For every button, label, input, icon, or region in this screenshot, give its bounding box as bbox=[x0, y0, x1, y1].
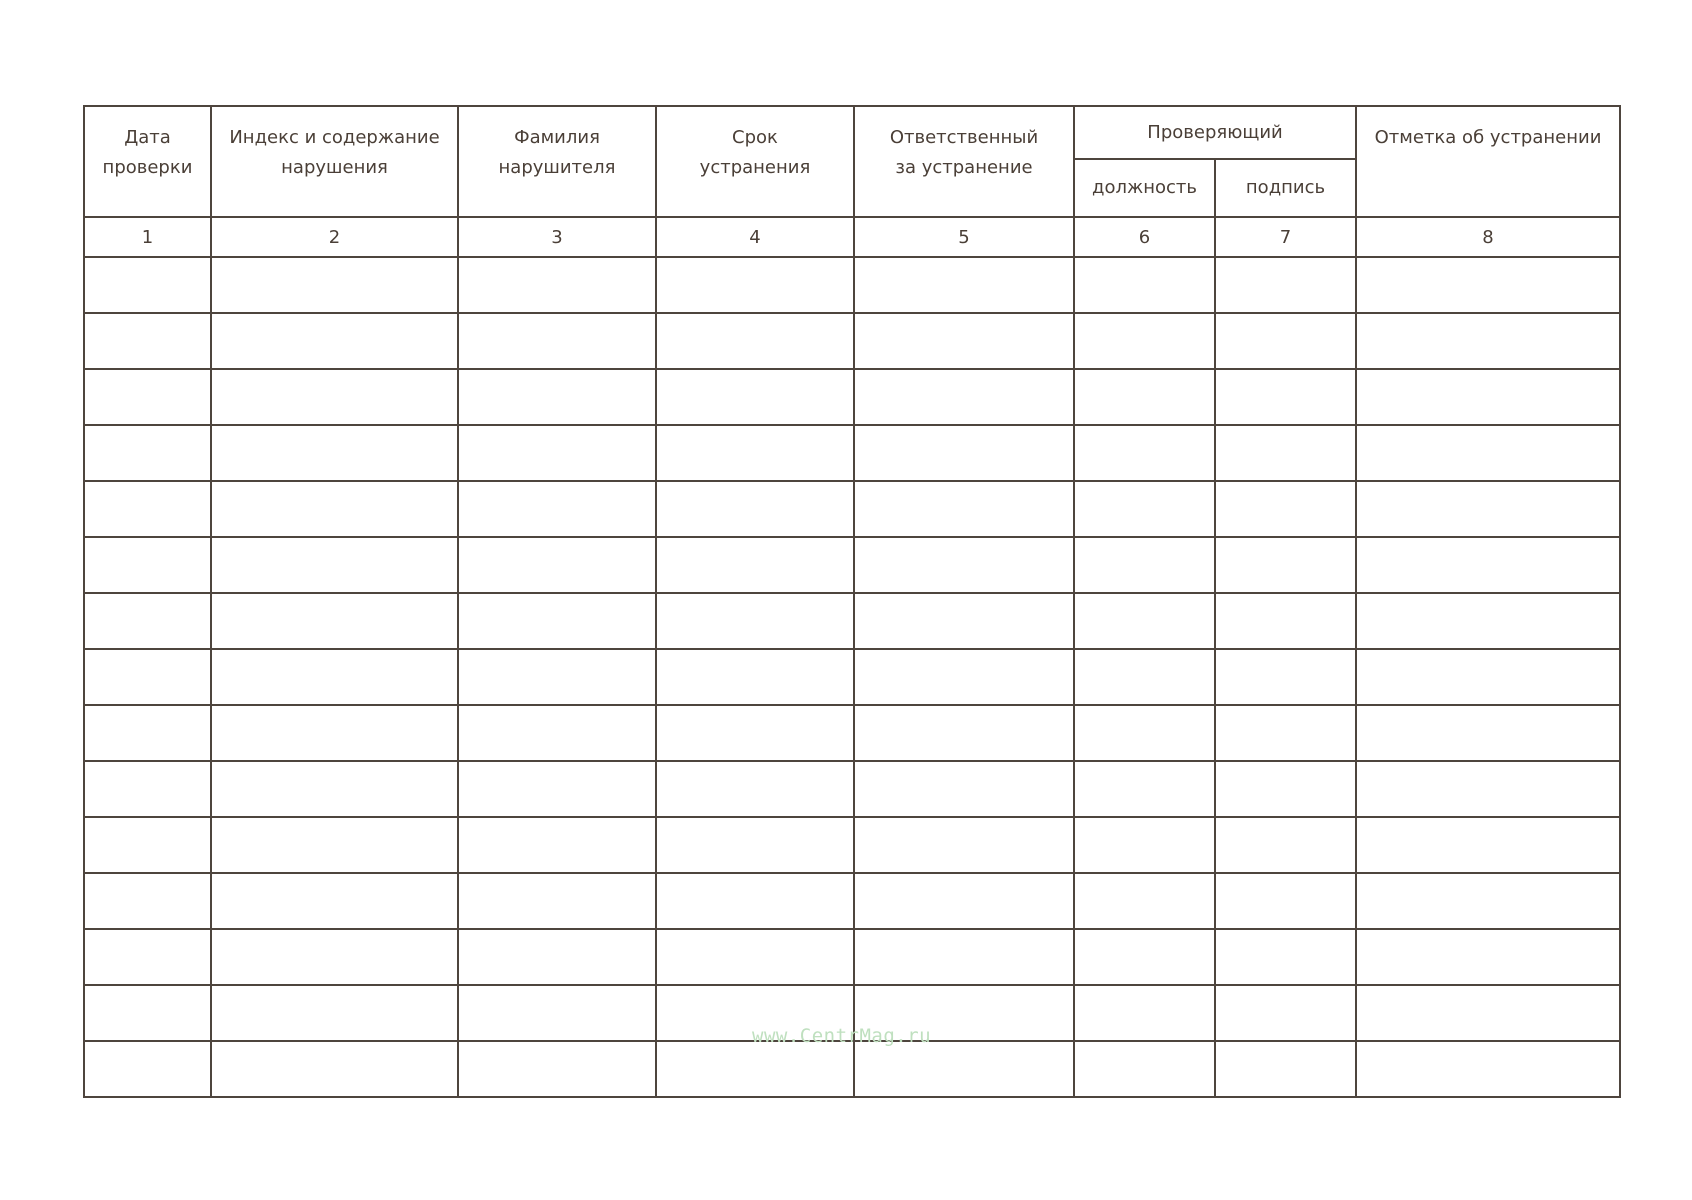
table-cell[interactable] bbox=[854, 1041, 1074, 1097]
table-cell[interactable] bbox=[656, 817, 854, 873]
table-cell[interactable] bbox=[1215, 1041, 1356, 1097]
column-number: 2 bbox=[211, 217, 458, 257]
table-cell[interactable] bbox=[854, 649, 1074, 705]
table-cell[interactable] bbox=[1074, 425, 1215, 481]
column-number: 5 bbox=[854, 217, 1074, 257]
table-cell[interactable] bbox=[1215, 761, 1356, 817]
table-cell[interactable] bbox=[84, 369, 211, 425]
table-cell[interactable] bbox=[1074, 257, 1215, 313]
header-position: должность bbox=[1074, 159, 1215, 217]
table-row bbox=[84, 481, 1620, 537]
table-cell[interactable] bbox=[656, 873, 854, 929]
table-cell[interactable] bbox=[1215, 593, 1356, 649]
table-cell[interactable] bbox=[84, 873, 211, 929]
table-cell[interactable] bbox=[1074, 873, 1215, 929]
table-cell[interactable] bbox=[211, 649, 458, 705]
table-cell[interactable] bbox=[211, 873, 458, 929]
table-cell[interactable] bbox=[1074, 593, 1215, 649]
table-cell[interactable] bbox=[211, 1041, 458, 1097]
table-cell[interactable] bbox=[1074, 313, 1215, 369]
inspection-journal-table bbox=[83, 105, 1621, 1098]
table-row bbox=[84, 817, 1620, 873]
column-number: 7 bbox=[1215, 217, 1356, 257]
table-row bbox=[84, 313, 1620, 369]
table-cell[interactable] bbox=[1356, 649, 1620, 705]
column-number: 4 bbox=[656, 217, 854, 257]
table-cell[interactable] bbox=[1074, 481, 1215, 537]
header-deadline: Срок устранения bbox=[656, 106, 854, 217]
table-cell[interactable] bbox=[211, 593, 458, 649]
table-cell[interactable] bbox=[1215, 481, 1356, 537]
header-date: Дата проверки bbox=[84, 106, 211, 217]
table-cell[interactable] bbox=[1074, 369, 1215, 425]
table-cell[interactable] bbox=[1356, 873, 1620, 929]
table-cell[interactable] bbox=[84, 425, 211, 481]
table-cell[interactable] bbox=[854, 481, 1074, 537]
table-cell[interactable] bbox=[656, 761, 854, 817]
table-cell[interactable] bbox=[854, 313, 1074, 369]
table-row bbox=[84, 537, 1620, 593]
table-cell[interactable] bbox=[656, 929, 854, 985]
table-row bbox=[84, 257, 1620, 313]
table-cell[interactable] bbox=[656, 481, 854, 537]
table-cell[interactable] bbox=[1215, 369, 1356, 425]
header-violation: Индекс и содержание нарушения bbox=[211, 106, 458, 217]
table-cell[interactable] bbox=[1356, 1041, 1620, 1097]
table-cell[interactable] bbox=[1356, 481, 1620, 537]
table-cell[interactable] bbox=[211, 369, 458, 425]
column-number: 8 bbox=[1356, 217, 1620, 257]
table-cell[interactable] bbox=[211, 985, 458, 1041]
table-cell[interactable] bbox=[854, 257, 1074, 313]
table-cell[interactable] bbox=[1215, 537, 1356, 593]
table-cell[interactable] bbox=[211, 705, 458, 761]
table-cell[interactable] bbox=[1074, 705, 1215, 761]
table-cell[interactable] bbox=[1356, 929, 1620, 985]
table-cell[interactable] bbox=[1215, 313, 1356, 369]
table-cell[interactable] bbox=[458, 929, 656, 985]
table-cell[interactable] bbox=[1215, 873, 1356, 929]
table-cell[interactable] bbox=[1356, 593, 1620, 649]
table-cell[interactable] bbox=[854, 593, 1074, 649]
column-number: 6 bbox=[1074, 217, 1215, 257]
table-row bbox=[84, 369, 1620, 425]
table-cell[interactable] bbox=[854, 369, 1074, 425]
table-cell[interactable] bbox=[211, 817, 458, 873]
table-cell[interactable] bbox=[656, 369, 854, 425]
table-cell[interactable] bbox=[1356, 257, 1620, 313]
table-cell[interactable] bbox=[458, 817, 656, 873]
table-cell[interactable] bbox=[458, 873, 656, 929]
table-cell[interactable] bbox=[84, 481, 211, 537]
table-cell[interactable] bbox=[1356, 761, 1620, 817]
table-cell[interactable] bbox=[1215, 257, 1356, 313]
table-cell[interactable] bbox=[458, 313, 656, 369]
table-cell[interactable] bbox=[84, 761, 211, 817]
table-cell[interactable] bbox=[1356, 705, 1620, 761]
table-row bbox=[84, 593, 1620, 649]
table-cell[interactable] bbox=[1074, 537, 1215, 593]
table-cell[interactable] bbox=[1074, 649, 1215, 705]
table-cell[interactable] bbox=[1215, 425, 1356, 481]
table-cell[interactable] bbox=[656, 1041, 854, 1097]
table-cell[interactable] bbox=[458, 481, 656, 537]
table-cell[interactable] bbox=[458, 537, 656, 593]
table-cell[interactable] bbox=[1215, 929, 1356, 985]
table-cell[interactable] bbox=[1074, 761, 1215, 817]
table-cell[interactable] bbox=[211, 313, 458, 369]
watermark: www.CentrMag.ru bbox=[752, 1025, 932, 1047]
table-cell[interactable] bbox=[84, 537, 211, 593]
header-row-top bbox=[84, 106, 1620, 159]
table-cell[interactable] bbox=[84, 593, 211, 649]
table-cell[interactable] bbox=[84, 257, 211, 313]
table-cell[interactable] bbox=[854, 873, 1074, 929]
table-cell[interactable] bbox=[211, 929, 458, 985]
table-cell[interactable] bbox=[458, 985, 656, 1041]
table-row bbox=[84, 873, 1620, 929]
table-cell[interactable] bbox=[458, 649, 656, 705]
table-cell[interactable] bbox=[84, 649, 211, 705]
table-cell[interactable] bbox=[458, 369, 656, 425]
table-cell[interactable] bbox=[1074, 929, 1215, 985]
table-cell[interactable] bbox=[211, 257, 458, 313]
table-cell[interactable] bbox=[458, 425, 656, 481]
table-cell[interactable] bbox=[854, 425, 1074, 481]
table-cell[interactable] bbox=[1356, 985, 1620, 1041]
table-cell[interactable] bbox=[854, 761, 1074, 817]
table-cell[interactable] bbox=[854, 537, 1074, 593]
table-cell[interactable] bbox=[656, 425, 854, 481]
table-cell[interactable] bbox=[1356, 369, 1620, 425]
table-cell[interactable] bbox=[458, 705, 656, 761]
table-cell[interactable] bbox=[84, 313, 211, 369]
header-responsible: Ответственный за устранение bbox=[854, 106, 1074, 217]
table-cell[interactable] bbox=[211, 537, 458, 593]
table-cell[interactable] bbox=[84, 985, 211, 1041]
table-cell[interactable] bbox=[1356, 313, 1620, 369]
table-cell[interactable] bbox=[458, 257, 656, 313]
table-row bbox=[84, 425, 1620, 481]
table-cell[interactable] bbox=[84, 1041, 211, 1097]
table-cell[interactable] bbox=[1215, 817, 1356, 873]
table-cell[interactable] bbox=[854, 705, 1074, 761]
header-elimination-mark: Отметка об устранении bbox=[1356, 106, 1620, 217]
table-cell[interactable] bbox=[1356, 425, 1620, 481]
column-number: 3 bbox=[458, 217, 656, 257]
column-number: 1 bbox=[84, 217, 211, 257]
table-row bbox=[84, 761, 1620, 817]
table-cell[interactable] bbox=[458, 593, 656, 649]
table-cell[interactable] bbox=[656, 537, 854, 593]
table-row bbox=[84, 1041, 1620, 1097]
table-cell[interactable] bbox=[854, 817, 1074, 873]
header-inspector-group: Проверяющий bbox=[1074, 106, 1356, 159]
column-number-row bbox=[84, 217, 1620, 257]
table-row bbox=[84, 649, 1620, 705]
table-row bbox=[84, 705, 1620, 761]
table-cell[interactable] bbox=[211, 761, 458, 817]
table-cell[interactable] bbox=[211, 425, 458, 481]
table-cell[interactable] bbox=[84, 705, 211, 761]
table-cell[interactable] bbox=[656, 649, 854, 705]
table-cell[interactable] bbox=[84, 817, 211, 873]
table-cell[interactable] bbox=[1356, 537, 1620, 593]
table-cell[interactable] bbox=[1074, 817, 1215, 873]
table-cell[interactable] bbox=[84, 929, 211, 985]
table-cell[interactable] bbox=[458, 1041, 656, 1097]
table-cell[interactable] bbox=[458, 761, 656, 817]
table-cell[interactable] bbox=[656, 313, 854, 369]
table-cell[interactable] bbox=[656, 705, 854, 761]
header-violator: Фамилия нарушителя bbox=[458, 106, 656, 217]
table-cell[interactable] bbox=[854, 929, 1074, 985]
table-cell[interactable] bbox=[1074, 1041, 1215, 1097]
table-row bbox=[84, 929, 1620, 985]
header-signature: подпись bbox=[1215, 159, 1356, 217]
table-cell[interactable] bbox=[656, 593, 854, 649]
table-cell[interactable] bbox=[656, 257, 854, 313]
table-cell[interactable] bbox=[1215, 649, 1356, 705]
table-cell[interactable] bbox=[1215, 705, 1356, 761]
table-cell[interactable] bbox=[211, 481, 458, 537]
journal-body bbox=[84, 257, 1620, 1097]
table-cell[interactable] bbox=[1074, 985, 1215, 1041]
table-cell[interactable] bbox=[1215, 985, 1356, 1041]
table-cell[interactable] bbox=[1356, 817, 1620, 873]
